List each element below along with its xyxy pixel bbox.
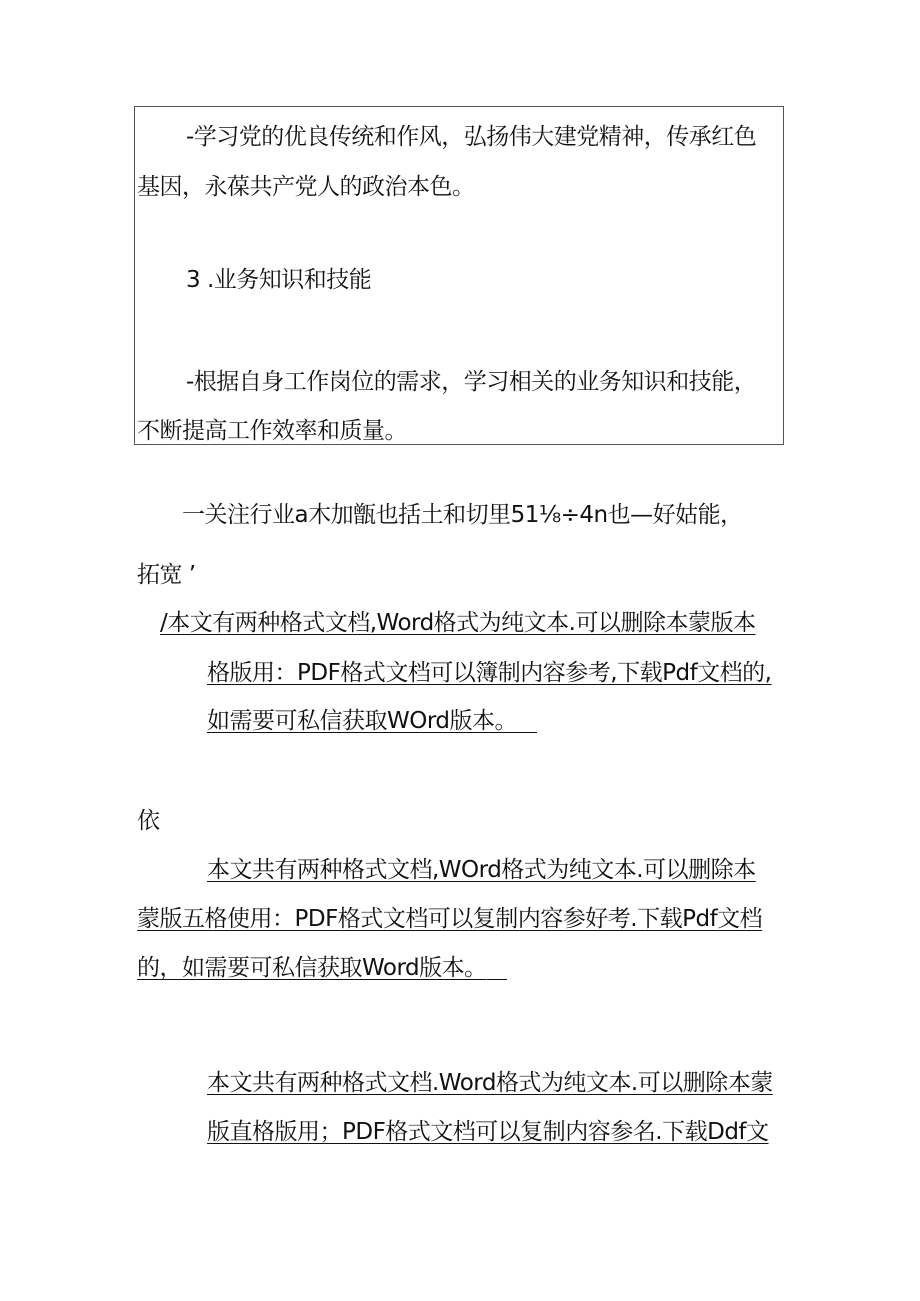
box-paragraph-2-line-2: 不断提高工作效率和质量。	[137, 418, 407, 444]
box-paragraph-2-line-1: -根据自身工作岗位的需求，学习相关的业务知识和技能，	[186, 369, 757, 395]
note-1-line-3-wrapper	[207, 706, 537, 736]
note-1-line-2: 格版用：PDF格式文档可以簿制内容参考,下载Pdf文档的,	[207, 660, 772, 686]
note-1-line-1: /本文有两种格式文档,Word格式为纯文本.可以删除本蒙版本	[160, 610, 756, 636]
note-2-line-2: 蒙版五格使用：PDF格式文档可以复制内容参好考.下载Pdf文档	[137, 906, 763, 932]
note-2-line-1: 本文共有两种格式文档,WOrd格式为纯文本.可以删除本	[207, 857, 756, 883]
paragraph-3-line-1: 一关注行业a木加甑也括土和切里51⅛÷4n也—好姑能，	[182, 502, 743, 528]
note-3-line-1: 本文共有两种格式文档.Word格式为纯文本.可以删除本蒙	[207, 1070, 773, 1096]
note-3-line-2: 版直格版用；PDF格式文档可以复制内容参名.下载Ddf文	[207, 1119, 769, 1145]
single-character-line: 依	[137, 808, 160, 834]
underline-tail	[517, 731, 537, 733]
note-1-line-3: 如需要可私信获取WOrd版本。	[207, 708, 517, 734]
paragraph-3-line-2: 拓宽 ’	[137, 562, 196, 588]
note-2-line-3-wrapper	[137, 953, 507, 983]
section-heading-3: 3 .业务知识和技能	[186, 267, 372, 293]
box-paragraph-1-line-1: -学习党的优良传统和作风，弘扬伟大建党精神，传承红色	[186, 124, 757, 150]
box-paragraph-1-line-2: 基因，永葆共产党人的政治本色。	[137, 174, 475, 200]
note-2-line-3: 的，如需要可私信获取Word版本。	[137, 955, 487, 981]
underline-tail	[487, 978, 507, 980]
